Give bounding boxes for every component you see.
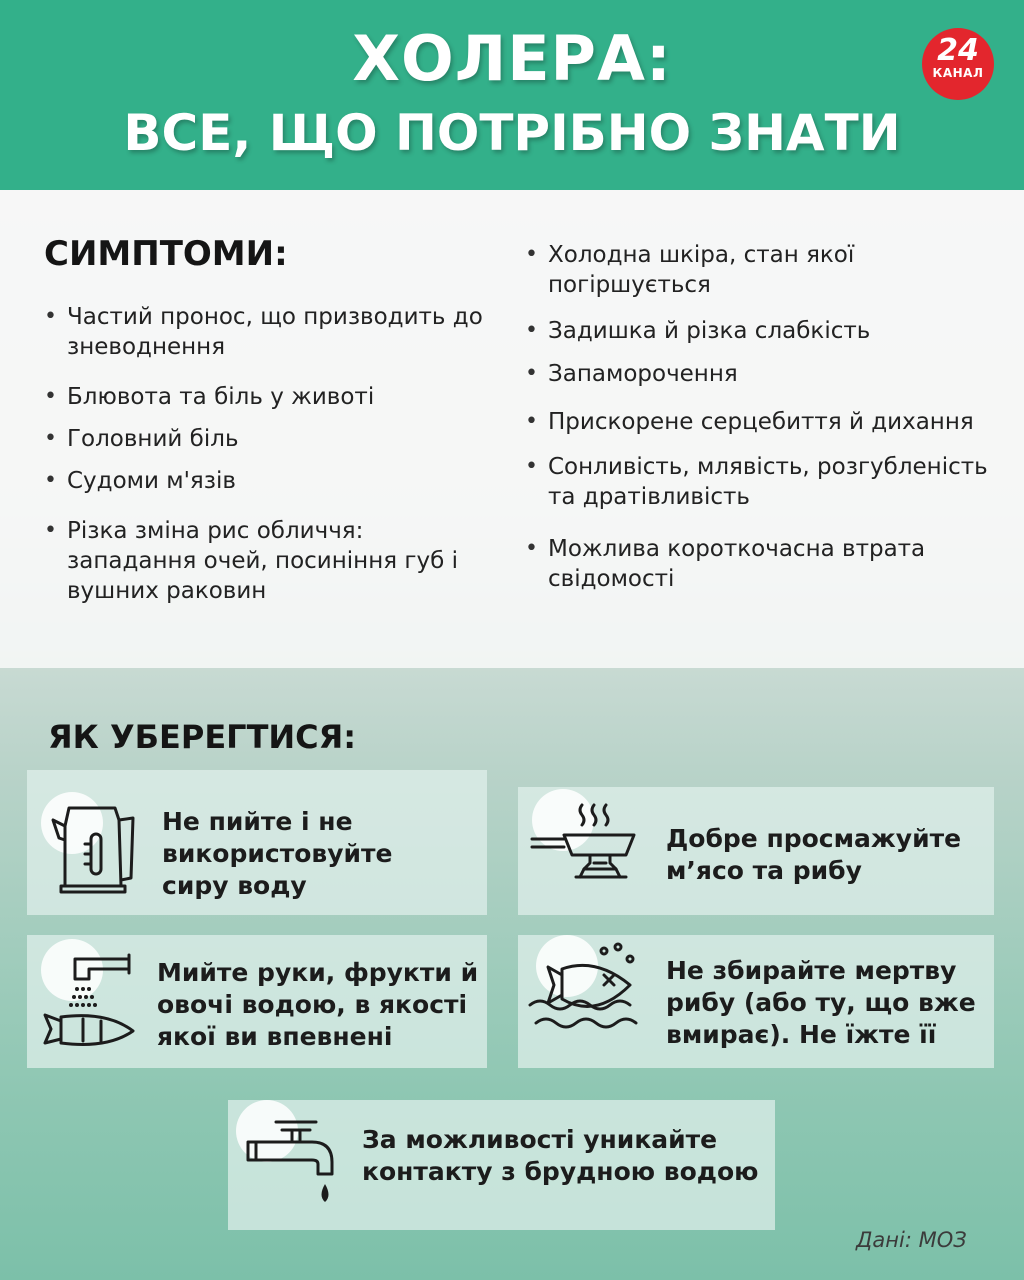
logo-number: 24 [937,33,979,68]
symptom-item: • Різка зміна рис обличчя: западання очей, посиніння губ і вушних раковин [44,516,484,606]
logo-text: КАНАЛ [932,66,984,80]
symptom-item: • Головний біль [44,424,484,454]
symptoms-list-right [525,240,995,594]
frying-pan-icon [530,797,645,887]
kettle-icon [45,798,155,898]
symptom-item: • Сонливість, млявість, розгубленість та дратівливість [525,452,995,512]
prevention-text: Не збирайте мертву рибу (або ту, що вже вмирає). Не їжте її [666,956,976,1049]
data-source: Дані: МОЗ [856,1228,967,1252]
prevention-text: Не пийте і не використовуйте сиру воду [162,807,393,900]
prevention-card-raw-water [27,770,487,915]
symptom-item: • Задишка й різка слабкість [525,316,995,346]
symptoms-list-left [44,302,484,606]
channel-24-logo [922,28,994,100]
dead-fish-icon [526,939,646,1044]
symptom-item: • Запаморочення [525,359,995,389]
symptom-item: • Прискорене серцебиття й дихання [525,407,995,437]
symptoms-heading: СИМПТОМИ: [44,234,288,274]
symptom-item: • Частий пронос, що призводить до зневоднення [44,302,484,362]
page-subtitle: ВСЕ, ЩО ПОТРІБНО ЗНАТИ [123,104,901,162]
symptom-item: • Холодна шкіра, стан якої погіршується [525,240,995,300]
prevention-heading: ЯК УБЕРЕГТИСЯ: [48,718,357,756]
prevention-text: За можливості уникайте контакту з брудною водою [362,1125,759,1186]
prevention-card-dead-fish [518,935,994,1068]
washing-tap-icon [37,949,147,1054]
prevention-text: Мийте руки, фрукти й овочі водою, в якості якої ви впевнені [157,958,479,1051]
prevention-text: Добре просмажуйте м’ясо та рибу [666,824,962,885]
prevention-card-dirty-water [228,1100,775,1230]
page-title: ХОЛЕРА: [352,22,672,95]
symptom-item: • Можлива короткочасна втрата свідомості [525,534,995,594]
symptom-item: • Блювота та біль у животі [44,382,484,412]
prevention-card-fry-meat [518,787,994,915]
dripping-tap-icon [242,1112,342,1217]
symptom-item: • Судоми м'язів [44,466,484,496]
prevention-card-wash-hands [27,935,487,1068]
